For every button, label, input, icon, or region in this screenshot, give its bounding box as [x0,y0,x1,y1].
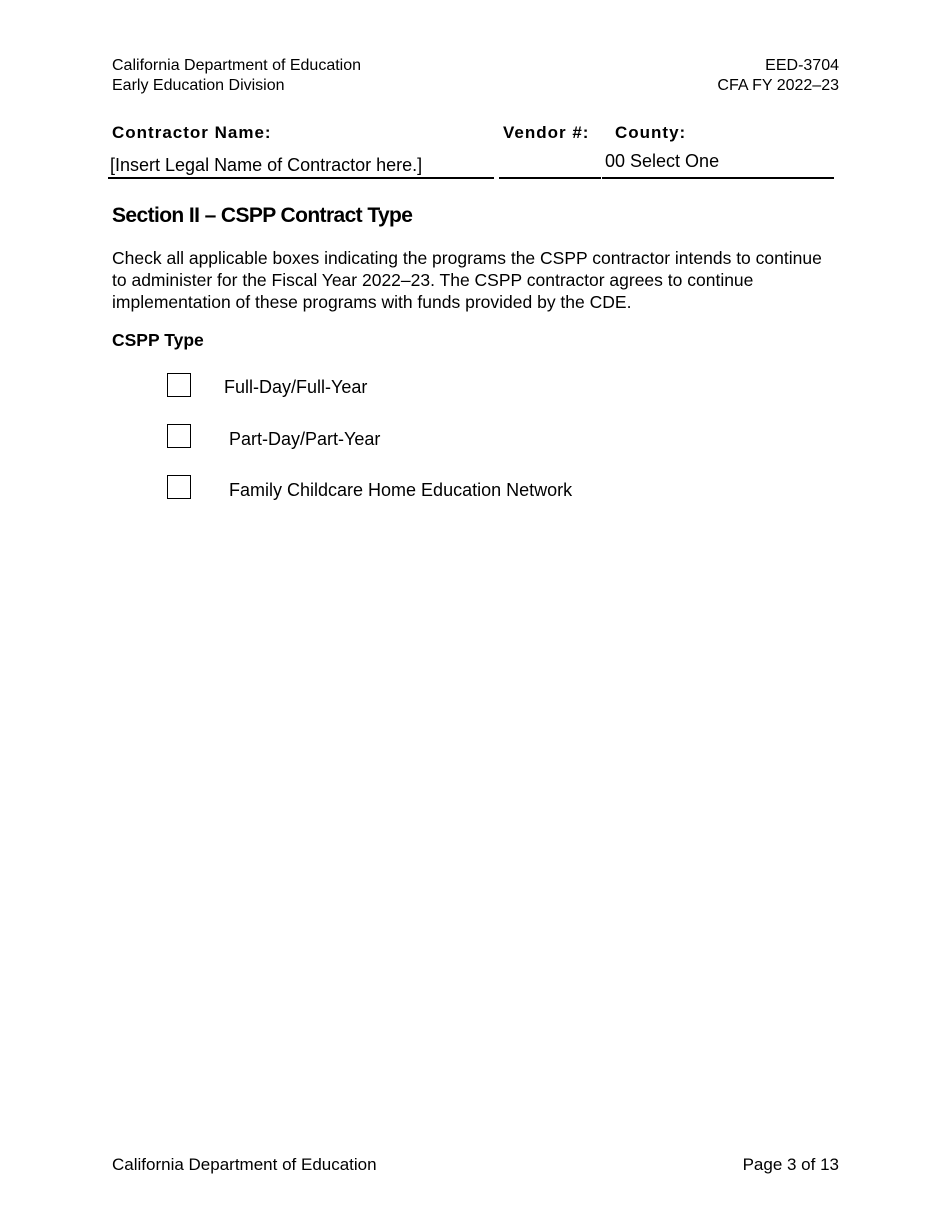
vendor-number-underline [499,177,601,179]
county-underline [602,177,834,179]
county-select[interactable]: 00 Select One [605,151,720,171]
header-form-id: EED-3704 [765,57,839,74]
header-org-line1: California Department of Education [112,57,362,74]
cspp-type-heading: CSPP Type [112,330,204,350]
header-org-line2: Early Education Division [112,77,285,94]
contractor-name-label: Contractor Name: [112,123,272,142]
checkbox-part-day-part-year[interactable] [167,424,191,448]
option-label-family-childcare-home-education-network: Family Childcare Home Education Network [229,480,573,500]
header-form-cycle: CFA FY 2022–23 [717,77,839,94]
footer-page-number: Page 3 of 13 [742,1155,839,1174]
option-label-full-day-full-year: Full-Day/Full-Year [224,377,368,397]
footer-org: California Department of Education [112,1155,377,1174]
checkbox-family-childcare-home-education-network[interactable] [167,475,191,499]
option-label-part-day-part-year: Part-Day/Part-Year [229,429,381,449]
vendor-number-label: Vendor #: [503,123,590,142]
section-title: Section II – CSPP Contract Type [112,204,413,227]
section-instructions: Check all applicable boxes indicating the programs the CSPP contractor intends to continue to administer for the Fiscal Year 2022–23. The CSPP contractor agrees to continue implementation of these programs with funds provided by the CDE. [112,248,822,312]
county-label: County: [615,123,687,142]
checkbox-full-day-full-year[interactable] [167,373,191,397]
contractor-name-field[interactable]: [Insert Legal Name of Contractor here.] [110,155,423,175]
contractor-name-underline [108,177,494,179]
